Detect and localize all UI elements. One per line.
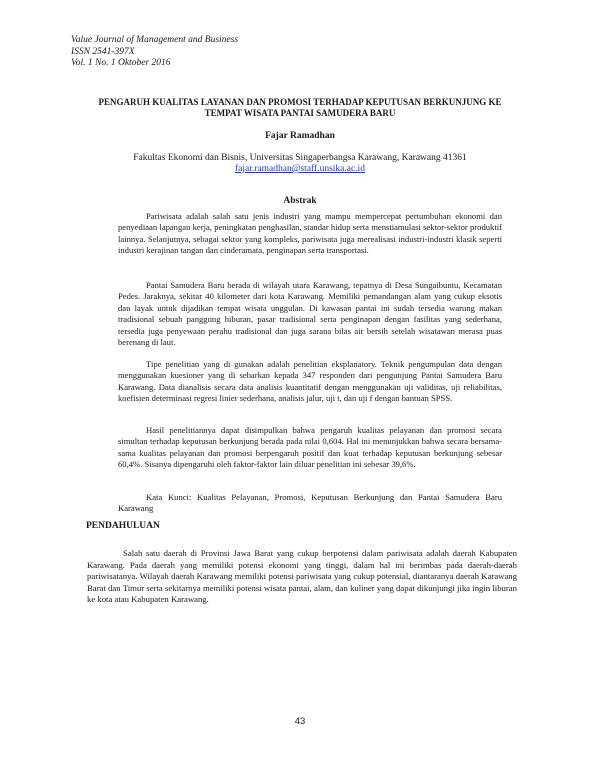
page-number: 43: [294, 716, 306, 727]
abstract-paragraph: Tipe penelitian yang di gunakan adalah penelitian eksplanatory. Teknik pengumpulan data dengan menggunakan kuesioner yang di sebarkan kepada 347 responden dari pengunjung Pantai Samudera Baru Karawang. Data dianalisis secara data analisis kuantitatif dengan menggunakan uji validitas, uji reliabilitas, koefisien determinasi regresi linier sederhana, analisis jalur, uji t, dan uji f dengan bantuan SPSS.: [118, 359, 502, 404]
journal-volume: Vol. 1 No. 1 Oktober 2016: [71, 58, 171, 68]
journal-name: Value Journal of Management and Business: [71, 35, 239, 45]
journal-issn: ISSN 2541-397X: [71, 46, 135, 57]
paper-title: [70, 97, 530, 119]
abstract-paragraph: Pariwisata adalah salah satu jenis industri yang mampu mempercepat pertumbuhan ekonomi dan penyediaan lapangan kerja, peningkatan penghasilan, standar hidup serta menstiamulasi sektor-sektor produktif lainnya. Selanjutnya, sebagai sektor yang kompleks, pariwisata juga merealisasi industri-industri klasik seperti industri kerajinan tangan dan cinderamata, penginapan serta transportasi.: [118, 211, 502, 256]
keywords: Kata Kunci: Kualitas Pelayanan, Promosi, Keputusan Berkunjung dan Pantai Samudera Baru Karawang: [118, 492, 502, 514]
abstract-heading: Abstrak: [283, 196, 317, 206]
email-link[interactable]: fajar.ramadhan@staff.unsika.ac.id: [235, 164, 365, 174]
author-affiliation-block: [0, 153, 600, 175]
paper-title-line-2: TEMPAT WISATA PANTAI SAMUDERA BARU: [204, 108, 396, 118]
abstract-paragraph: Pantai Samudera Baru berada di wilayah utara Karawang, tepatnya di Desa Sungaibuntu, Kecamatan Pedes. Jaraknya, sekitar 40 kilometer dari kota Karawang. Memiliki pemandangan alam yang cukup eksotis dan layak untuk dijadikan tempat wisata unggulan. Di kawasan pantai ini sudah tersedia warung makan tradisional sebuah panggung hiburan, pasar tradisional serta penginapan dengan fasilitas yang sederhana, tersedia juga penyewaan perahu tradisional dan juga sarana bilas air bersih setelah wisatawan merasa puas berenang di laut.: [118, 280, 502, 348]
journal-header: [71, 35, 238, 70]
section-heading-introduction: PENDAHULUAN: [86, 521, 160, 531]
affiliation: Fakultas Ekonomi dan Bisnis, Universitas Singaperbangsa Karawang, Karawang 41361: [133, 153, 467, 163]
introduction-paragraph: Salah satu daerah di Provinsi Jawa Barat yang cukup berpotensi dalam pariwisata adalah daerah Kabupaten Karawang. Pada daerah yang memiliki potensi ekonomi yang tinggi, dalam hal ini berimbas pada daerah-daerah pariwisatanya. Wilayah daerah Karawang memiliki potensi pariwisata yang cukup potensial, diantaranya daerah Karawang Barat dan Timur serta sekitarnya memiliki potensi wisata pantai, alam, dan kuliner yang dapat dikunjungi jika ingin liburan ke kota atau Kabupaten Karawang.: [87, 548, 517, 605]
abstract-paragraph: Hasil penelitiannya dapat disimpulkan bahwa pengaruh kualitas pelayanan dan promosi secara simultan terhadap keputusan berkunjung berada pada nilai 0,604. Hal ini menunjukkan bahwa secara bersama-sama kualitas pelayanan dan promosi berpengaruh positif dan kuat terhadap keputusan berkunjung sebesar 60,4%. Sisanya dipengaruhi oleh faktor-faktor lain diluar penelitian ini sebesar 39,6%.: [118, 425, 502, 470]
author-name: Fajar Ramadhan: [265, 131, 335, 141]
paper-title-line-1: PENGARUH KUALITAS LAYANAN DAN PROMOSI TERHADAP KEPUTUSAN BERKUNJUNG KE: [98, 97, 502, 107]
